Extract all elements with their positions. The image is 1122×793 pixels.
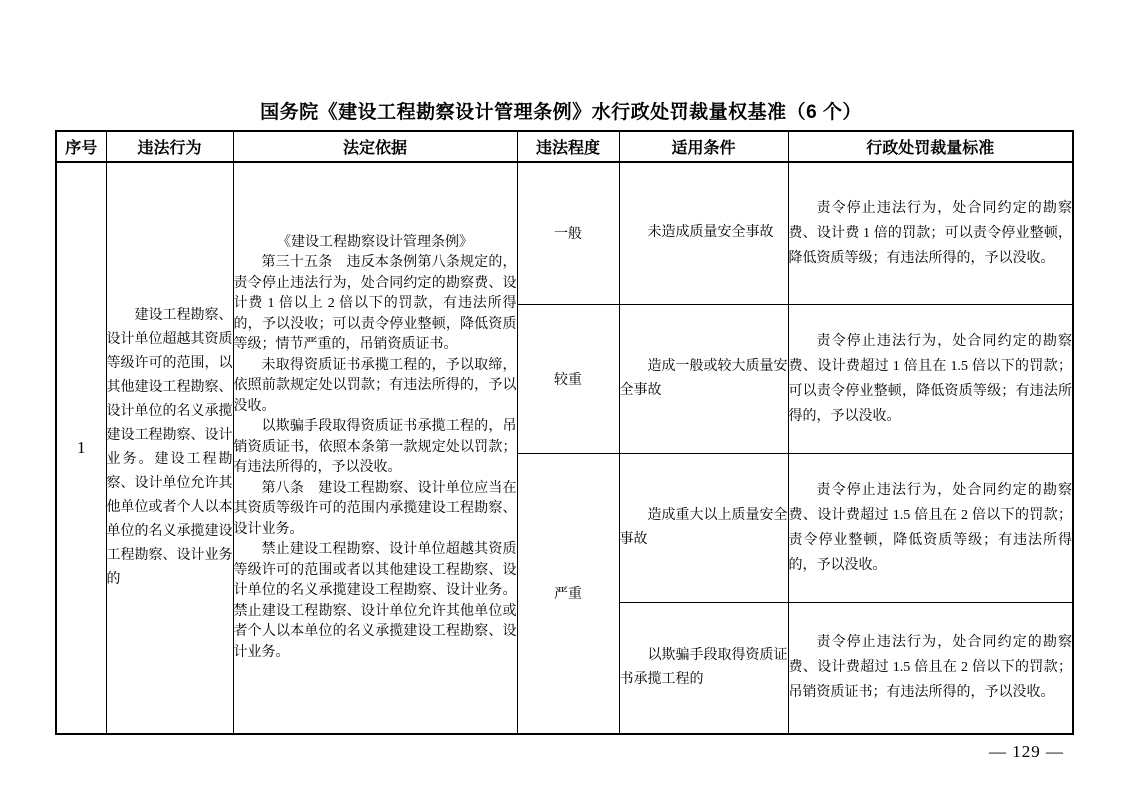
cell-condition-severe-1 (619, 453, 788, 602)
legal-basis-paragraph: 禁止建设工程勘察、设计单位超越其资质等级许可的范围或者以其他建设工程勘察、设计单位的名义承揽建设工程勘察、设计业务。禁止建设工程勘察、设计单位允许其他单位或者个人以本单位的名义承揽建设工程勘察、设计业务。 (233, 542, 517, 660)
cell-penalty-moderate (788, 304, 1073, 453)
cell-penalty-severe-2 (788, 602, 1073, 734)
table-row-general (56, 162, 1073, 304)
cell-row-index: 1 (56, 162, 106, 734)
cell-penalty-severe-1 (788, 453, 1073, 602)
cell-condition-moderate (619, 304, 788, 453)
document-title: 国务院《建设工程勘察设计管理条例》水行政处罚裁量权基准（6 个） (260, 102, 862, 123)
table-header-row (56, 131, 1073, 162)
header-severity: 违法程度 (517, 131, 619, 162)
cell-condition-severe-2 (619, 602, 788, 734)
header-index: 序号 (56, 131, 106, 162)
page-number: — 129 — (989, 742, 1064, 761)
penalty-text: 责令停止违法行为，处合同约定的勘察费、设计费超过 1 倍且在 1.5 倍以下的罚款；可以责令停业整顿，降低资质等级；有违法所得的，予以没收。 (788, 333, 1072, 424)
condition-text: 未造成质量安全事故 (647, 225, 774, 241)
condition-text: 以欺骗手段取得资质证书承揽工程的 (619, 647, 788, 687)
legal-basis-paragraph: 第三十五条 违反本条例第八条规定的，责令停止违法行为，处合同约定的勘察费、设计费 1 倍以上 2 倍以下的罚款，有违法所得的，予以没收；可以责令停业整顿，降低资质等级；情节严重的，吊销资质证书。 (233, 255, 517, 353)
legal-basis-paragraph: 以欺骗手段取得资质证书承揽工程的，吊销资质证书，依照本条第一款规定处以罚款；有违法所得的，予以没收。 (233, 419, 517, 476)
header-violation: 违法行为 (106, 131, 233, 162)
legal-basis-paragraph: 第八条 建设工程勘察、设计单位应当在其资质等级许可的范围内承揽建设工程勘察、设计业务。 (233, 480, 517, 537)
cell-condition-general (619, 162, 788, 304)
header-conditions: 适用条件 (619, 131, 788, 162)
cell-severity-severe: 严重 (517, 453, 619, 734)
cell-severity-moderate: 较重 (517, 304, 619, 453)
violation-text: 建设工程勘察、设计单位超越其资质等级许可的范围，以其他建设工程勘察、设计单位的名义承揽建设工程勘察、设计业务。建设工程勘察、设计单位允许其他单位或者个人以本单位的名义承揽建设工程勘察、设计业务的 (106, 308, 233, 587)
condition-text: 造成一般或较大质量安全事故 (619, 358, 788, 398)
cell-legal-basis (233, 162, 517, 734)
penalty-text: 责令停止违法行为，处合同约定的勘察费、设计费 1 倍的罚款；可以责令停业整顿，降低资质等级；有违法所得的，予以没收。 (788, 200, 1072, 266)
cell-penalty-general (788, 162, 1073, 304)
header-legal-basis: 法定依据 (233, 131, 517, 162)
penalty-standards-table (55, 130, 1074, 735)
legal-basis-heading: 《建设工程勘察设计管理条例》 (277, 234, 473, 250)
penalty-text: 责令停止违法行为，处合同约定的勘察费、设计费超过 1.5 倍且在 2 倍以下的罚款；责令停业整顿，降低资质等级；有违法所得的，予以没收。 (788, 482, 1072, 573)
legal-basis-paragraph: 未取得资质证书承揽工程的，予以取缔，依照前款规定处以罚款；有违法所得的，予以没收。 (233, 357, 517, 414)
penalty-text: 责令停止违法行为，处合同约定的勘察费、设计费超过 1.5 倍且在 2 倍以下的罚款；吊销资质证书；有违法所得的，予以没收。 (788, 635, 1072, 701)
condition-text: 造成重大以上质量安全事故 (619, 507, 788, 547)
header-penalty-standard: 行政处罚裁量标准 (788, 131, 1073, 162)
cell-severity-general: 一般 (517, 162, 619, 304)
cell-violation-behavior (106, 162, 233, 734)
